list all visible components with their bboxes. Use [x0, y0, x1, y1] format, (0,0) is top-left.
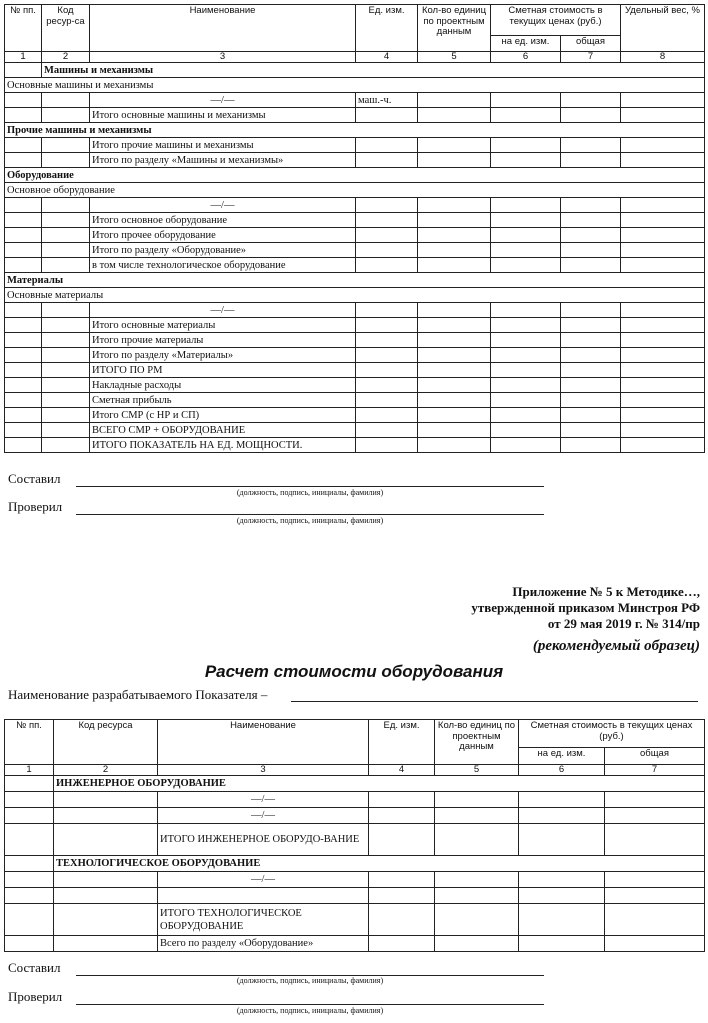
- subsection-title: Основные машины и механизмы: [5, 78, 705, 93]
- total-row: Итого основные материалы: [90, 318, 356, 333]
- document-title: Расчет стоимости оборудования: [204, 662, 504, 681]
- total-row: ВСЕГО СМР + ОБОРУДОВАНИЕ: [90, 423, 356, 438]
- col-number: 6: [519, 765, 605, 776]
- placeholder-row: —/—: [158, 808, 369, 824]
- placeholder-row: —/—: [158, 872, 369, 888]
- compiled-signature-line[interactable]: [76, 485, 544, 487]
- section-title: Прочие машины и механизмы: [5, 123, 705, 138]
- signature-caption: (должность, подпись, инициалы, фамилия): [236, 488, 384, 497]
- total-row: Итого основное оборудование: [90, 213, 356, 228]
- header-cost-total: общая: [561, 36, 621, 52]
- total-row: ИТОГО ПО РМ: [90, 363, 356, 378]
- header-cost-per-unit: на ед. изм.: [519, 748, 605, 765]
- appendix-line: от 29 мая 2019 г. № 314/пр: [547, 616, 700, 631]
- col-number: 4: [369, 765, 435, 776]
- col-number: 2: [54, 765, 158, 776]
- total-row: Итого по разделу «Оборудование»: [90, 243, 356, 258]
- compiled-label: Составил: [8, 960, 61, 975]
- section-title: Материалы: [5, 273, 705, 288]
- appendix-line: Приложение № 5 к Методике…,: [512, 584, 700, 599]
- header-quantity: Кол-во единиц по проектным данным: [418, 5, 491, 52]
- checked-signature-line[interactable]: [76, 1003, 544, 1005]
- section-title: ТЕХНОЛОГИЧЕСКОЕ ОБОРУДОВАНИЕ: [54, 856, 705, 872]
- header-num: № пп.: [5, 5, 42, 52]
- checked-label: Проверил: [8, 499, 63, 514]
- equipment-table: [4, 719, 705, 952]
- header-resource-code: Код ресур-са: [42, 5, 90, 52]
- signature-caption: (должность, подпись, инициалы, фамилия): [236, 516, 384, 525]
- total-row: Сметная прибыль: [90, 393, 356, 408]
- header-weight: Удельный вес, %: [621, 5, 705, 52]
- total-row: Итого по разделу «Машины и механизмы»: [90, 153, 356, 168]
- indicator-label: Наименование разрабатываемого Показателя –: [8, 687, 268, 702]
- total-row: ИТОГО ТЕХНОЛОГИЧЕСКОЕ ОБОРУДОВАНИЕ: [158, 904, 369, 936]
- col-number: 5: [435, 765, 519, 776]
- header-cost-total: общая: [605, 748, 705, 765]
- total-row: Всего по разделу «Оборудование»: [158, 936, 369, 952]
- header-quantity: Кол-во единиц по проектным данным: [435, 720, 519, 765]
- signature-caption: (должность, подпись, инициалы, фамилия): [236, 976, 384, 985]
- total-row: Итого прочее оборудование: [90, 228, 356, 243]
- total-row: ИТОГО ПОКАЗАТЕЛЬ НА ЕД. МОЩНОСТИ.: [90, 438, 356, 453]
- indicator-name-field[interactable]: [291, 700, 698, 702]
- section-title: ИНЖЕНЕРНОЕ ОБОРУДОВАНИЕ: [54, 776, 705, 792]
- total-row: Накладные расходы: [90, 378, 356, 393]
- section-title: Оборудование: [5, 168, 705, 183]
- col-number: 1: [5, 765, 54, 776]
- unit-cell: маш.-ч.: [356, 93, 418, 108]
- header-resource-code: Код ресурса: [54, 720, 158, 765]
- total-row: Итого по разделу «Материалы»: [90, 348, 356, 363]
- col-number: 7: [561, 52, 621, 63]
- compiled-label: Составил: [8, 471, 61, 486]
- checked-signature-line[interactable]: [76, 513, 544, 515]
- placeholder-row: —/—: [90, 303, 356, 318]
- col-number: 5: [418, 52, 491, 63]
- appendix-note: [471, 584, 700, 632]
- col-number: 4: [356, 52, 418, 63]
- header-unit: Ед. изм.: [369, 720, 435, 765]
- appendix-line: утвержденной приказом Минстроя РФ: [471, 600, 700, 615]
- col-number: 7: [605, 765, 705, 776]
- checked-label: Проверил: [8, 989, 63, 1004]
- resources-table: [4, 4, 705, 453]
- signature-caption: (должность, подпись, инициалы, фамилия): [236, 1006, 384, 1015]
- header-cost: Сметная стоимость в текущих ценах (руб.): [519, 720, 705, 748]
- placeholder-row: —/—: [90, 198, 356, 213]
- col-number: 2: [42, 52, 90, 63]
- col-number: 6: [491, 52, 561, 63]
- subsection-title: Основное оборудование: [5, 183, 705, 198]
- col-number: 1: [5, 52, 42, 63]
- recommended-sample: (рекомендуемый образец): [532, 638, 700, 654]
- placeholder-row: —/—: [158, 792, 369, 808]
- total-row: Итого прочие машины и механизмы: [90, 138, 356, 153]
- header-name: Наименование: [90, 5, 356, 52]
- subsection-title: Основные материалы: [5, 288, 705, 303]
- header-num: № пп.: [5, 720, 54, 765]
- col-number: 8: [621, 52, 705, 63]
- total-row: ИТОГО ИНЖЕНЕРНОЕ ОБОРУДО-ВАНИЕ: [158, 824, 369, 856]
- header-name: Наименование: [158, 720, 369, 765]
- total-row: Итого СМР (с НР и СП): [90, 408, 356, 423]
- col-number: 3: [90, 52, 356, 63]
- total-row: Итого основные машины и механизмы: [90, 108, 356, 123]
- placeholder-row: —/—: [90, 93, 356, 108]
- header-unit: Ед. изм.: [356, 5, 418, 52]
- col-number: 3: [158, 765, 369, 776]
- header-cost: Сметная стоимость в текущих ценах (руб.): [491, 5, 621, 36]
- section-title: Машины и механизмы: [42, 63, 705, 78]
- header-cost-per-unit: на ед. изм.: [491, 36, 561, 52]
- total-row: в том числе технологическое оборудование: [90, 258, 356, 273]
- total-row: Итого прочие материалы: [90, 333, 356, 348]
